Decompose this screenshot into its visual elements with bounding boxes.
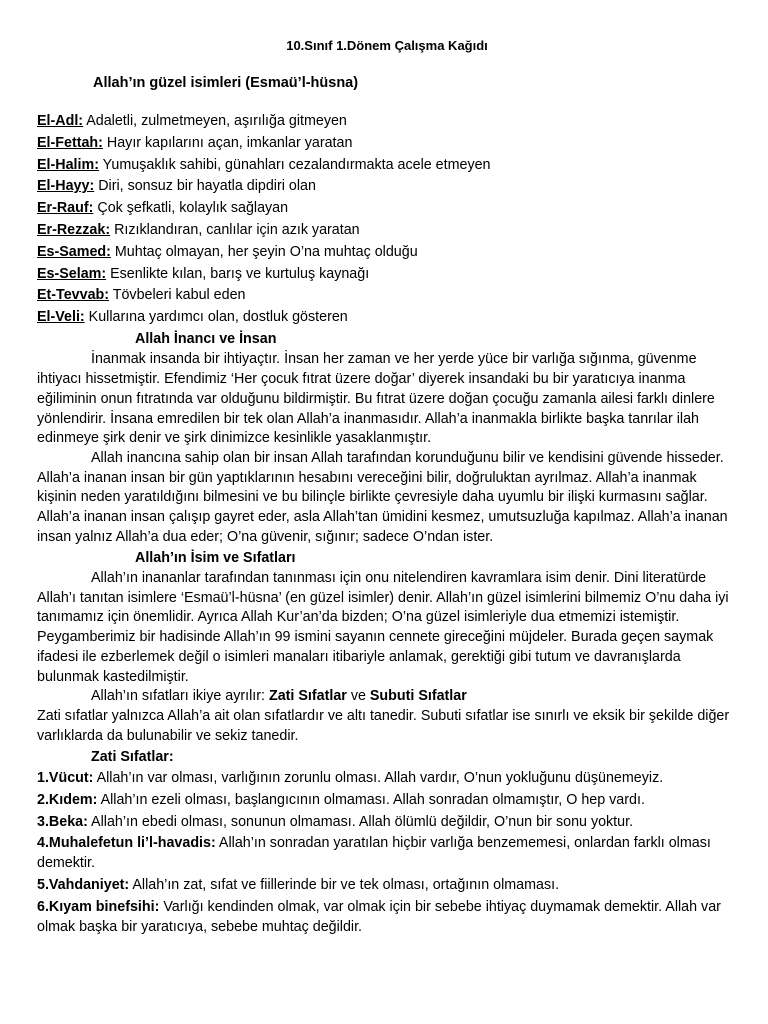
zati-definition: Varlığı kendinden olmak, var olmak için bir sebebe ihtiyaç duymamak demektir. Allah var olmak başka bir yaratıcıya, sebebe muhtaç değildir. xyxy=(37,898,721,935)
subuti-label: Subuti Sıfatlar xyxy=(369,688,467,705)
zati-term: 3.Beka: xyxy=(37,813,88,830)
zati-item-kiyam-binefsihi xyxy=(37,897,737,937)
name-term: Es-Selam: xyxy=(37,265,107,282)
paragraph-attributes-split xyxy=(37,687,737,707)
zati-definition: Allah’ın ezeli olması, başlangıcının olmaması. Allah sonradan olmamıştır, O hep vardı. xyxy=(97,791,645,808)
zati-definition: Allah’ın zat, sıfat ve fiillerinde bir ve tek olması, ortağının olmaması. xyxy=(129,876,560,893)
name-definition: Diri, sonsuz bir hayatla dipdiri olan xyxy=(94,178,316,195)
name-item-el-hayy xyxy=(37,176,737,198)
name-term: El-Halim: xyxy=(37,156,99,173)
name-term: El-Fettah: xyxy=(37,134,103,151)
name-item-er-rauf xyxy=(37,198,737,220)
name-item-el-halim xyxy=(37,155,737,177)
zati-term: 2.Kıdem: xyxy=(37,791,98,808)
name-definition: Hayır kapılarını açan, imkanlar yaratan xyxy=(102,134,353,151)
and-word: ve xyxy=(346,688,370,705)
name-term: El-Adl: xyxy=(37,113,84,129)
zati-definition: Allah’ın ebedi olması, sonunun olmaması. Allah ölümlü değildir, O’nun bir sonu yoktur. xyxy=(87,813,634,830)
name-item-el-adl xyxy=(37,111,737,133)
name-definition: Rızıklandıran, canlılar için azık yaratan xyxy=(110,221,360,238)
name-item-et-tevvab xyxy=(37,285,737,307)
document-title: 10.Sınıf 1.Dönem Çalışma Kağıdı xyxy=(286,38,488,53)
name-term: Es-Samed: xyxy=(37,243,111,260)
name-definition: Muhtaç olmayan, her şeyin O’na muhtaç olduğu xyxy=(110,243,418,260)
zati-item-muhalefetun xyxy=(37,833,737,873)
name-term: Er-Rezzak: xyxy=(37,221,111,238)
zati-heading: Zati Sıfatlar: xyxy=(91,749,174,766)
name-definition: Esenlikte kılan, barış ve kurtuluş kaynağı xyxy=(106,265,370,282)
name-term: El-Hayy: xyxy=(37,178,95,195)
name-definition: Adaletli, zulmetmeyen, aşırılığa gitmeyen xyxy=(83,113,347,129)
name-term: Et-Tevvab: xyxy=(37,287,110,304)
name-definition: Kullarına yardımcı olan, dostluk gösteren xyxy=(84,309,348,326)
zati-term: 6.Kıyam binefsihi: xyxy=(37,898,160,915)
paragraph-attributes-2: Zati sıfatlar yalnızca Allah’a ait olan sıfatlardır ve altı tanedir. Subuti sıfatlar ise sınırlı ve eksik bir şekilde diğer varlıklarda da bulunabilir ve sekiz tanedir. xyxy=(37,707,730,744)
zati-term: 4.Muhalefetun li’l-havadis: xyxy=(37,835,216,852)
name-item-el-veli xyxy=(37,307,737,329)
zati-definition: Allah’ın sonradan yaratılan hiçbir varlığa benzememesi, onlardan farklı olması demektir. xyxy=(37,835,711,872)
name-definition: Tövbeleri kabul eden xyxy=(109,287,246,304)
name-item-es-samed xyxy=(37,242,737,264)
zati-term: 1.Vücut: xyxy=(37,770,94,787)
paragraph-belief-2: Allah inancına sahip olan bir insan Allah tarafından korunduğunu bilir ve kendisini güvende hisseder. Allah’a inanan insan bir gün yaptıklarının hesabını vereceğini bilir, doğruluktan ayrılmaz. Allah’a inanmak kişinin neden yaratıldığını bilmesini ve bu bilinçle birlikte çevresiyle daha uyumlu bir ilişki kurmasını sağlar. Allah’a inanan insan çalışıp gayret eder, asla Allah’tan ümidini kesmez, umutsuzluğa kapılmaz. Allah’a inanan insan yalnız Allah’a dua eder; O’na güvenir, sığınır; sadece O’ndan ister. xyxy=(37,449,728,545)
section-heading-belief: Allah İnancı ve İnsan xyxy=(135,330,277,347)
zati-label: Zati Sıfatlar xyxy=(268,688,347,705)
names-list xyxy=(37,111,737,329)
zati-item-kidem xyxy=(37,790,737,810)
name-item-er-rezzak xyxy=(37,220,737,242)
name-term: Er-Rauf: xyxy=(37,200,94,217)
paragraph-attributes-1: Allah’ın inananlar tarafından tanınması için onu nitelendiren kavramlara isim denir. Dini literatürde Allah’ı tanıtan isimlere ‘Esmaü’l-hüsna’ (en güzel isimler) denir. Allah’ın güzel isimlerini bilmemiz O’nu daha iyi tanımamız için önemlidir. Ayrıca Allah Kur’an’da bizden; O’na güzel isimleriyle dua etmemizi istemiştir. Peygamberimiz bir hadisinde Allah’ın 99 ismini sayanın cennete gireceğini müjdeler. Burada geçen saymak ifadesi ile ezberlemek değil o isimleri manaları itibariyle anlamak, gerektiği gibi tutum ve davranışlarda bulunmak kastedilmiştir. xyxy=(37,570,729,685)
zati-term: 5.Vahdaniyet: xyxy=(37,876,130,893)
zati-item-beka xyxy=(37,812,737,832)
name-definition: Yumuşaklık sahibi, günahları cezalandırmakta acele etmeyen xyxy=(98,156,491,173)
paragraph-belief-1: İnanmak insanda bir ihtiyaçtır. İnsan her zaman ve her yerde yüce bir varlığa sığınma, güvenme ihtiyacı hissetmiştir. Efendimiz ‘Her çocuk fıtrat üzere doğar’ diyerek insandaki bu bir yaratıcıya inanma eğiliminin onun fıtratında var olduğunu bildirmiştir. Bu fıtrat üzere doğan çocuğu zamanla ailesi farklı dinlere yönlendirir. İnsana emredilen bir tek olan Allah’a inanmasıdır. Allah’a inanmakla birlikte başka tanrılar ilah edinmeye şirk denir ve şirk dinimizce kesinlikle yasaklanmıştır. xyxy=(37,351,715,447)
name-item-es-selam xyxy=(37,264,737,286)
name-item-el-fettah xyxy=(37,133,737,155)
name-term: El-Veli: xyxy=(37,309,85,326)
name-definition: Çok şefkatli, kolaylık sağlayan xyxy=(93,200,289,217)
document-subtitle: Allah’ın güzel isimleri (Esmaü’l-hüsna) xyxy=(93,75,359,91)
worksheet-page xyxy=(37,38,737,938)
zati-item-vucut xyxy=(37,768,737,788)
section-heading-attributes: Allah’ın İsim ve Sıfatları xyxy=(135,549,296,566)
zati-definition: Allah’ın var olması, varlığının zorunlu olması. Allah vardır, O’nun yokluğunu düşünemeyiz. xyxy=(93,770,664,787)
zati-item-vahdaniyet xyxy=(37,875,737,895)
split-intro-text: Allah’ın sıfatları ikiye ayrılır: xyxy=(91,688,269,705)
